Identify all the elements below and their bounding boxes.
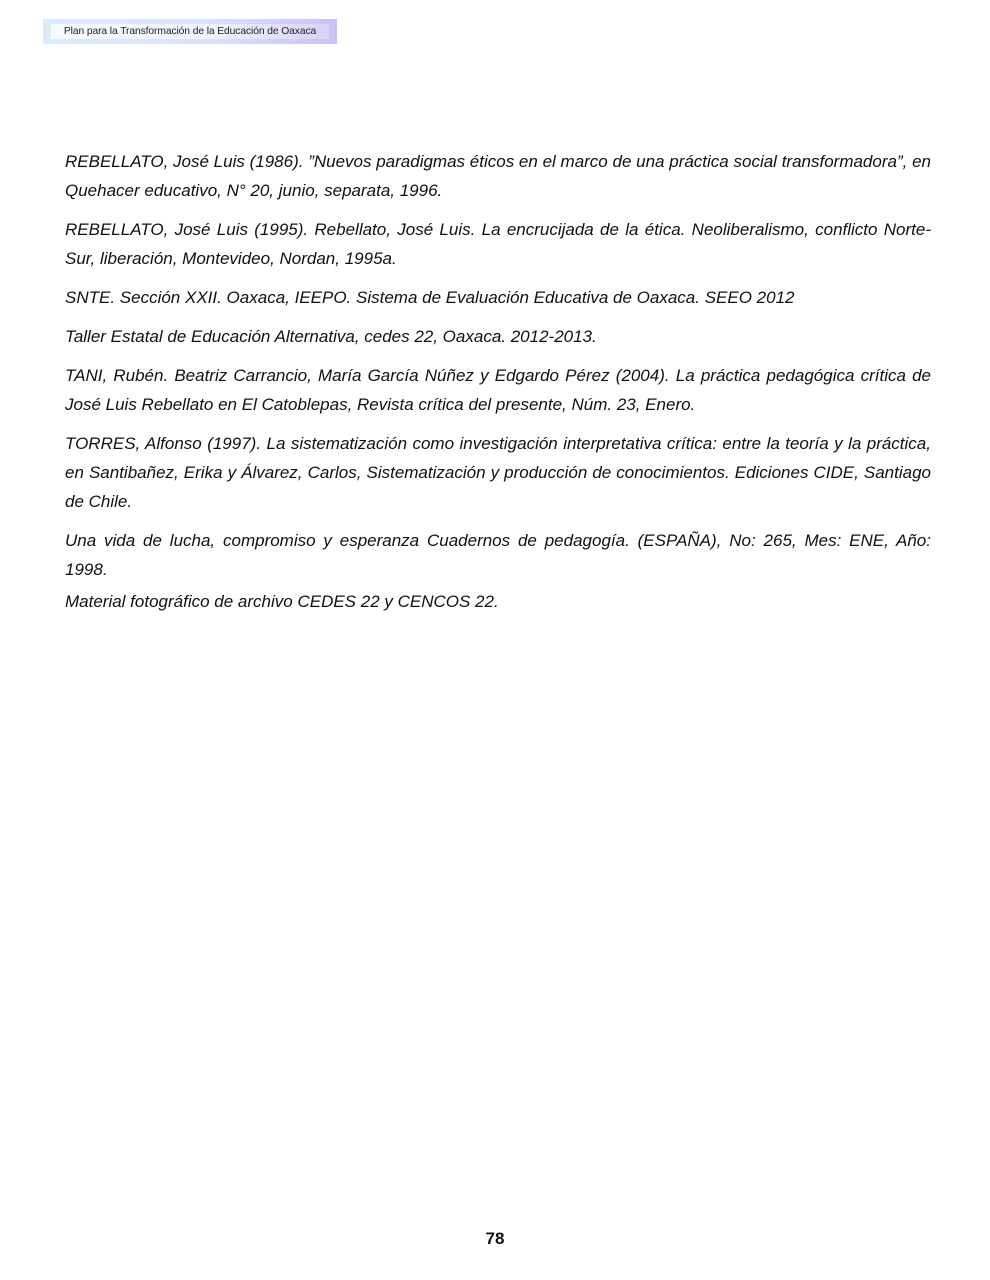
page-number: 78: [485, 1229, 505, 1248]
running-header: [43, 19, 337, 44]
running-header-title: Plan para la Transformación de la Educación de Oaxaca: [63, 26, 317, 37]
running-header-inner: [51, 24, 329, 39]
reference-entry: REBELLATO, José Luis (1995). Rebellato, José Luis. La encrucijada de la ética. Neoliberalismo, conflicto Norte-Sur, liberación, Montevideo, Nordan, 1995a.: [65, 220, 931, 268]
reference-entry: Taller Estatal de Educación Alternativa, cedes 22, Oaxaca. 2012-2013.: [65, 327, 597, 346]
reference-entry: Una vida de lucha, compromiso y esperanza Cuadernos de pedagogía. (ESPAÑA), No: 265, Mes: ENE, Año: 1998.: [65, 531, 931, 579]
reference-entry: TANI, Rubén. Beatriz Carrancio, María García Núñez y Edgardo Pérez (2004). La práctica pedagógica crítica de José Luis Rebellato en El Catoblepas, Revista crítica del presente, Núm. 23, Enero.: [65, 366, 931, 414]
reference-entry: REBELLATO, José Luis (1986). ”Nuevos paradigmas éticos en el marco de una práctica social transformadora”, en Quehacer educativo, N° 20, junio, separata, 1996.: [65, 152, 931, 200]
reference-list: [65, 147, 931, 626]
reference-entry: TORRES, Alfonso (1997). La sistematización como investigación interpretativa crítica: entre la teoría y la práctica, en Santibañez, Erika y Álvarez, Carlos, Sistematización y producción de conocimientos. Ediciones CIDE, Santiago de Chile.: [65, 434, 931, 511]
reference-entry: Material fotográfico de archivo CEDES 22 y CENCOS 22.: [65, 592, 499, 611]
reference-entry: SNTE. Sección XXII. Oaxaca, IEEPO. Sistema de Evaluación Educativa de Oaxaca. SEEO 2012: [65, 288, 795, 307]
